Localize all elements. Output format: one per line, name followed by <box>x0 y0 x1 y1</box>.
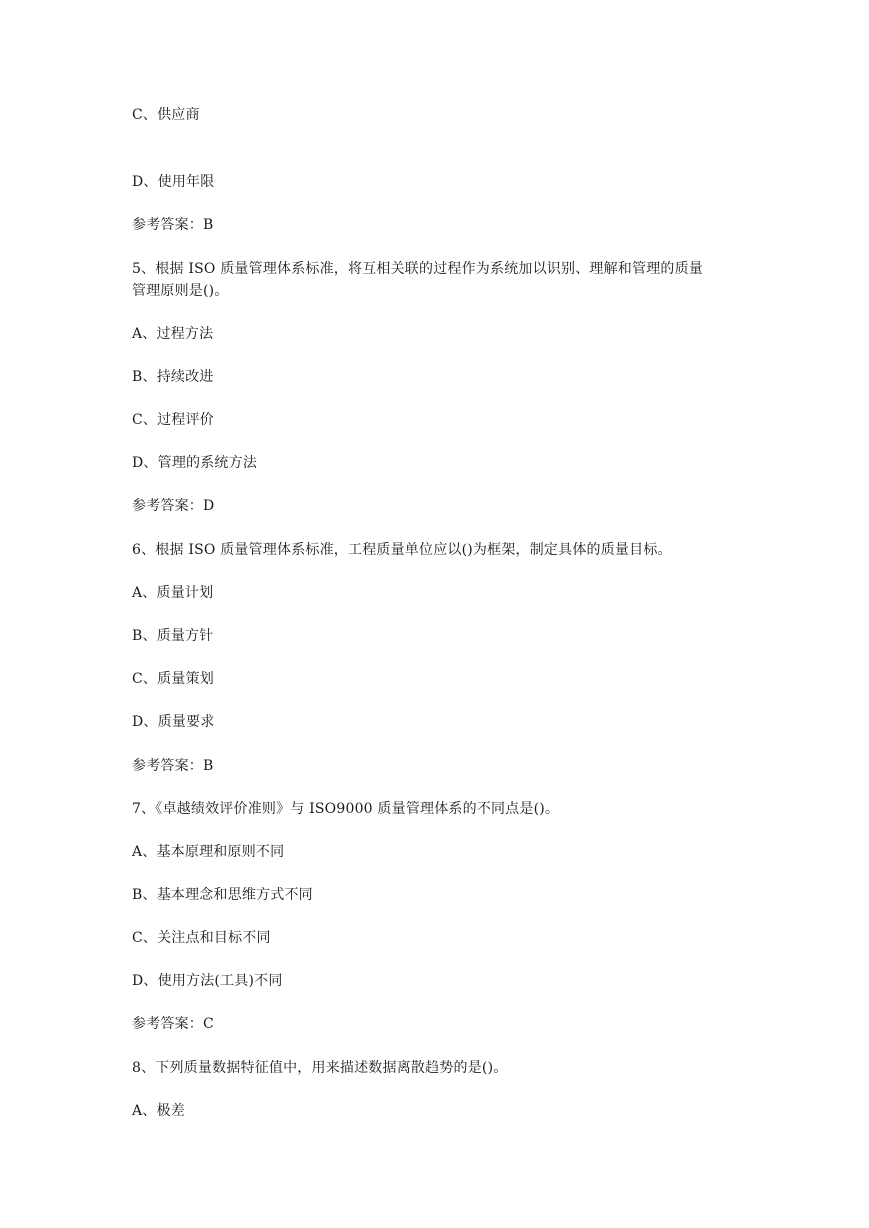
question-5-line-1: 5、根据 ISO 质量管理体系标准，将互相关联的过程作为系统加以识别、理解和管理的质量 <box>132 261 704 277</box>
question-7: 7、《卓越绩效评价准则》与 ISO9000 质量管理体系的不同点是()。 <box>132 801 560 817</box>
answer-q7: 参考答案：C <box>132 1016 214 1032</box>
q6-option-b: B、质量方针 <box>132 628 214 644</box>
q6-option-a: A、质量计划 <box>132 585 214 601</box>
answer-q5: 参考答案：D <box>132 498 215 514</box>
q7-option-c: C、关注点和目标不同 <box>132 930 271 946</box>
q7-option-a: A、基本原理和原则不同 <box>132 844 285 860</box>
q8-option-a: A、极差 <box>132 1103 185 1119</box>
question-5-line-2: 管理原则是()。 <box>132 283 229 299</box>
option-c-supplier: C、供应商 <box>132 107 200 123</box>
q7-option-d: D、使用方法(工具)不同 <box>132 973 283 989</box>
q6-option-d: D、质量要求 <box>132 714 215 730</box>
answer-q6: 参考答案：B <box>132 758 214 774</box>
question-8: 8、下列质量数据特征值中，用来描述数据离散趋势的是()。 <box>132 1060 508 1076</box>
answer-q4: 参考答案：B <box>132 217 214 233</box>
q5-option-c: C、过程评价 <box>132 412 214 428</box>
question-6: 6、根据 ISO 质量管理体系标准，工程质量单位应以()为框架，制定具体的质量目标。 <box>132 542 672 558</box>
option-d-service-life: D、使用年限 <box>132 174 215 190</box>
q5-option-a: A、过程方法 <box>132 326 214 342</box>
q5-option-b: B、持续改进 <box>132 369 214 385</box>
q5-option-d: D、管理的系统方法 <box>132 455 258 471</box>
q7-option-b: B、基本理念和思维方式不同 <box>132 887 313 903</box>
q6-option-c: C、质量策划 <box>132 671 214 687</box>
